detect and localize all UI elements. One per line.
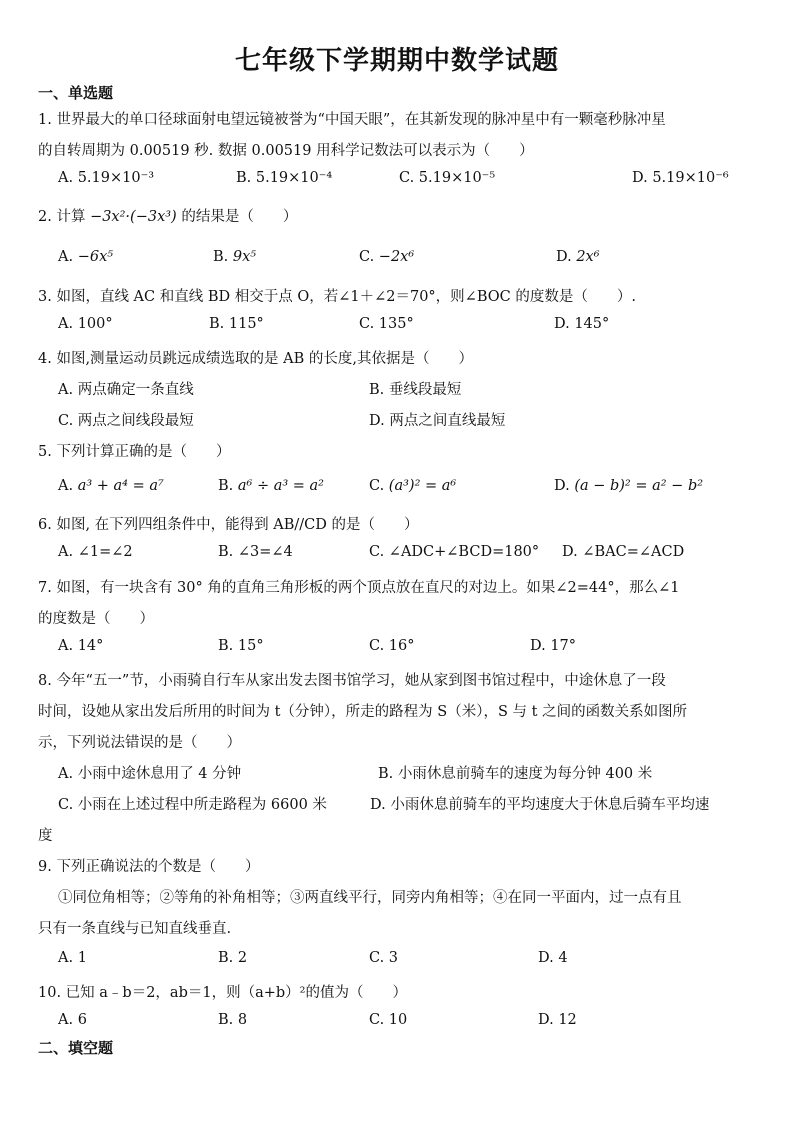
question-3-option-d: D. 145° (554, 316, 610, 332)
question-8-line-3: 示，下列说法错误的是（ ） (38, 735, 241, 751)
option-label: C. (369, 478, 385, 494)
question-8-option-a: A. 小雨中途休息用了 4 分钟 (58, 766, 242, 782)
question-10-option-d: D. 12 (538, 1012, 577, 1028)
question-1-line-1: 1. 世界最大的单口径球面射电望远镜被誉为“中国天眼”，在其新发现的脉冲星中有一颗毫秒脉冲星 (38, 112, 666, 128)
option-label: C. (359, 249, 375, 265)
question-1-option-d: D. 5.19×10⁻⁶ (632, 170, 729, 186)
question-5-option-d (554, 478, 703, 494)
question-9-option-b: B. 2 (218, 950, 248, 966)
question-8-line-2: 时间，设她从家出发后所用的时间为 t（分钟），所走的路程为 S（米），S 与 t 之间的函数关系如图所 (38, 704, 688, 720)
option-label: D. (556, 249, 572, 265)
question-7-option-b: B. 15° (218, 638, 264, 654)
question-6-option-c: C. ∠ADC+∠BCD=180° (369, 544, 540, 560)
option-label: B. (218, 478, 234, 494)
question-6-option-d: D. ∠BAC=∠ACD (562, 544, 685, 560)
question-9-option-d: D. 4 (538, 950, 568, 966)
question-2-prefix: 2. 计算 (38, 209, 86, 225)
question-8-option-d-continued: 度 (38, 828, 53, 844)
option-expression: 2x⁶ (576, 249, 600, 265)
question-9-option-c: C. 3 (369, 950, 399, 966)
question-2-option-c (359, 249, 414, 265)
question-5-option-b (218, 478, 324, 494)
option-expression: (a − b)² = a² − b² (574, 478, 704, 494)
question-7-option-c: C. 16° (369, 638, 415, 654)
question-9-option-a: A. 1 (58, 950, 87, 966)
question-10-line-1: 10. 已知 a﹣b＝2，ab＝1，则（a+b）²的值为（ ） (38, 985, 407, 1001)
question-8-option-d: D. 小雨休息前骑车的平均速度大于休息后骑车平均速 (370, 797, 710, 813)
question-3-option-c: C. 135° (359, 316, 414, 332)
question-7-line-2: 的度数是（ ） (38, 611, 154, 627)
question-7-option-a: A. 14° (58, 638, 104, 654)
question-2-option-d (556, 249, 600, 265)
question-2-option-a (58, 249, 113, 265)
question-4-option-c: C. 两点之间线段最短 (58, 413, 194, 429)
option-expression: a³ + a⁴ = a⁷ (77, 478, 164, 494)
question-5-line-1: 5. 下列计算正确的是（ ） (38, 444, 231, 460)
question-7-line-1: 7. 如图，有一块含有 30° 角的直角三角形板的两个顶点放在直尺的对边上。如果∠2=44°，那么∠1 (38, 580, 680, 596)
question-5-option-c (369, 478, 456, 494)
question-3-option-a: A. 100° (58, 316, 113, 332)
section-heading-single-choice: 一、单选题 (38, 84, 114, 102)
question-3-line-1: 3. 如图，直线 AC 和直线 BD 相交于点 O，若∠1＋∠2＝70°，则∠BOC 的度数是（ ）. (38, 289, 636, 305)
section-heading-fill-in: 二、填空题 (38, 1039, 114, 1057)
question-3-option-b: B. 115° (209, 316, 264, 332)
question-2-option-b (213, 249, 256, 265)
question-8-line-1: 8. 今年“五一”节，小雨骑自行车从家出发去图书馆学习，她从家到图书馆过程中，中途休息了一段 (38, 673, 666, 689)
page-title: 七年级下学期期中数学试题 (234, 46, 559, 76)
question-5-option-a (58, 478, 164, 494)
option-expression: 9x⁵ (232, 249, 257, 265)
question-6-line-1: 6. 如图, 在下列四组条件中，能得到 AB//CD 的是（ ） (38, 517, 419, 533)
question-10-option-c: C. 10 (369, 1012, 408, 1028)
question-6-option-a: A. ∠1=∠2 (58, 544, 133, 560)
option-expression: −2x⁶ (378, 249, 415, 265)
question-9-line-2: ①同位角相等；②等角的补角相等；③两直线平行，同旁内角相等；④在同一平面内，过一点有且 (58, 890, 682, 906)
question-7-option-d: D. 17° (530, 638, 577, 654)
question-9-line-3: 只有一条直线与已知直线垂直. (38, 921, 232, 937)
question-10-option-b: B. 8 (218, 1012, 248, 1028)
question-4-option-a: A. 两点确定一条直线 (58, 382, 194, 398)
question-1-option-c: C. 5.19×10⁻⁵ (399, 170, 496, 186)
question-4-line-1: 4. 如图,测量运动员跳远成绩选取的是 AB 的长度,其依据是（ ） (38, 351, 474, 367)
question-1-line-2: 的自转周期为 0.00519 秒. 数据 0.00519 用科学记数法可以表示为（ ） (38, 143, 534, 159)
option-label: D. (554, 478, 570, 494)
option-expression: a⁶ ÷ a³ = a² (237, 478, 324, 494)
question-2-stem (38, 205, 297, 226)
question-8-option-c: C. 小雨在上述过程中所走路程为 6600 米 (58, 797, 327, 813)
question-6-option-b: B. ∠3=∠4 (218, 544, 293, 560)
question-1-option-b: B. 5.19×10⁻⁴ (236, 170, 333, 186)
question-4-option-d: D. 两点之间直线最短 (369, 413, 506, 429)
question-1-option-a: A. 5.19×10⁻³ (58, 170, 155, 186)
option-label: A. (58, 249, 74, 265)
question-2-suffix: 的结果是（ ） (181, 209, 298, 225)
option-expression: −6x⁵ (77, 249, 114, 265)
question-4-option-b: B. 垂线段最短 (369, 382, 462, 398)
question-2-expression: −3x²·(−3x³) (90, 209, 177, 225)
question-10-option-a: A. 6 (58, 1012, 87, 1028)
option-expression: (a³)² = a⁶ (388, 478, 457, 494)
question-9-line-1: 9. 下列正确说法的个数是（ ） (38, 859, 260, 875)
question-8-option-b: B. 小雨休息前骑车的速度为每分钟 400 米 (378, 766, 653, 782)
option-label: A. (58, 478, 74, 494)
option-label: B. (213, 249, 229, 265)
